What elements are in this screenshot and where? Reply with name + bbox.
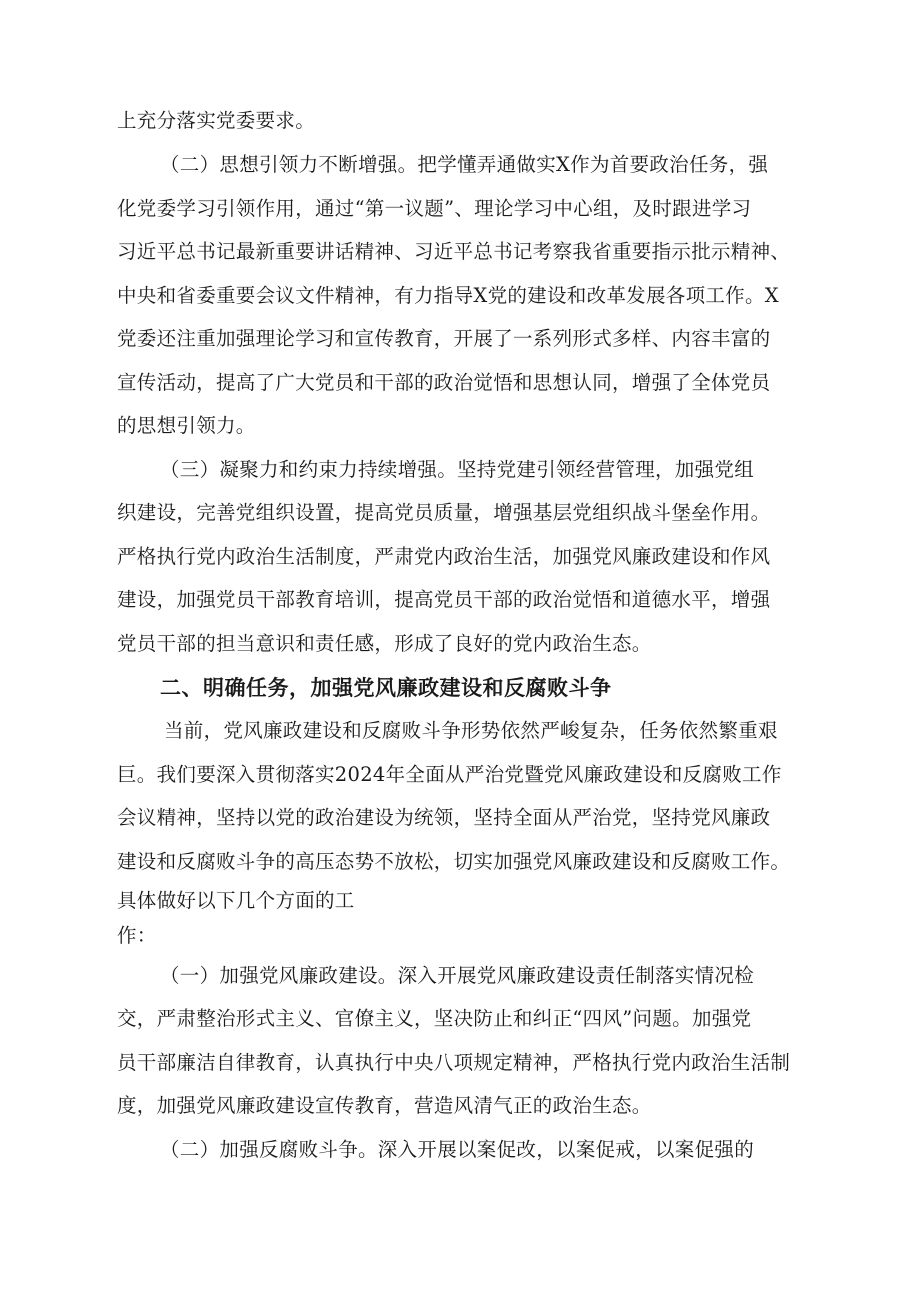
text-line: 度，加强党风廉政建设宣传教育，营造风清气正的政治生态。 (117, 1094, 652, 1117)
text-line: 具体做好以下几个方面的工 (117, 889, 355, 912)
section-heading: 二、明确任务，加强党风廉政建设和反腐败斗争 (160, 676, 612, 700)
text-line: （三）凝聚力和约束力持续增强。坚持党建引领经营管理，加强党组 (160, 458, 755, 481)
text-line: 员干部廉洁自律教育，认真执行中央八项规定精神，严格执行党内政治生活制 (117, 1051, 791, 1074)
text-line: 会议精神，坚持以党的政治建设为统领，坚持全面从严治党，坚持党风廉政 (117, 806, 771, 829)
text-line: 作： (117, 924, 157, 947)
text-line: 党员干部的担当意识和责任感，形成了良好的党内政治生态。 (117, 632, 652, 655)
text-line: 织建设，完善党组织设置，提高党员质量，增强基层党组织战斗堡垒作用。 (117, 501, 771, 524)
text-line: 中央和省委重要会议文件精神，有力指导X党的建设和改革发展各项工作。X (117, 284, 779, 307)
text-line: 上充分落实党委要求。 (117, 109, 316, 132)
text-line: 化党委学习引领作用，通过“第一议题”、理论学习中心组，及时跟进学习 (117, 197, 752, 220)
text-line: 建设和反腐败斗争的高压态势不放松，切实加强党风廉政建设和反腐败工作。 (117, 850, 791, 873)
text-line: 当前，党风廉政建设和反腐败斗争形势依然严峻复杂，任务依然繁重艰 (164, 719, 778, 742)
text-line: 交，严肃整治形式主义、官僚主义，坚决防止和纠正“四风”问题。加强党 (117, 1007, 752, 1030)
text-line: 的思想引领力。 (117, 414, 256, 437)
text-line: 宣传活动，提高了广大党员和干部的政治觉悟和思想认同，增强了全体党员 (117, 371, 771, 394)
text-line: 严格执行党内政治生活制度，严肃党内政治生活，加强党风廉政建设和作风 (117, 545, 771, 568)
text-line: （二）加强反腐败斗争。深入开展以案促改，以案促戒，以案促强的 (160, 1138, 755, 1161)
text-line: 党委还注重加强理论学习和宣传教育，开展了一系列形式多样、内容丰富的 (117, 327, 771, 350)
text-line: （二）思想引领力不断增强。把学懂弄通做实X作为首要政治任务，强 (160, 153, 769, 176)
text-line: 建设，加强党员干部教育培训，提高党员干部的政治觉悟和道德水平，增强 (117, 588, 771, 611)
text-line: 巨。我们要深入贯彻落实2024年全面从严治党暨党风廉政建设和反腐败工作 (117, 763, 782, 786)
text-line: （一）加强党风廉政建设。深入开展党风廉政建设责任制落实情况检 (160, 964, 755, 987)
text-line: 习近平总书记最新重要讲话精神、习近平总书记考察我省重要指示批示精神、 (117, 240, 791, 263)
